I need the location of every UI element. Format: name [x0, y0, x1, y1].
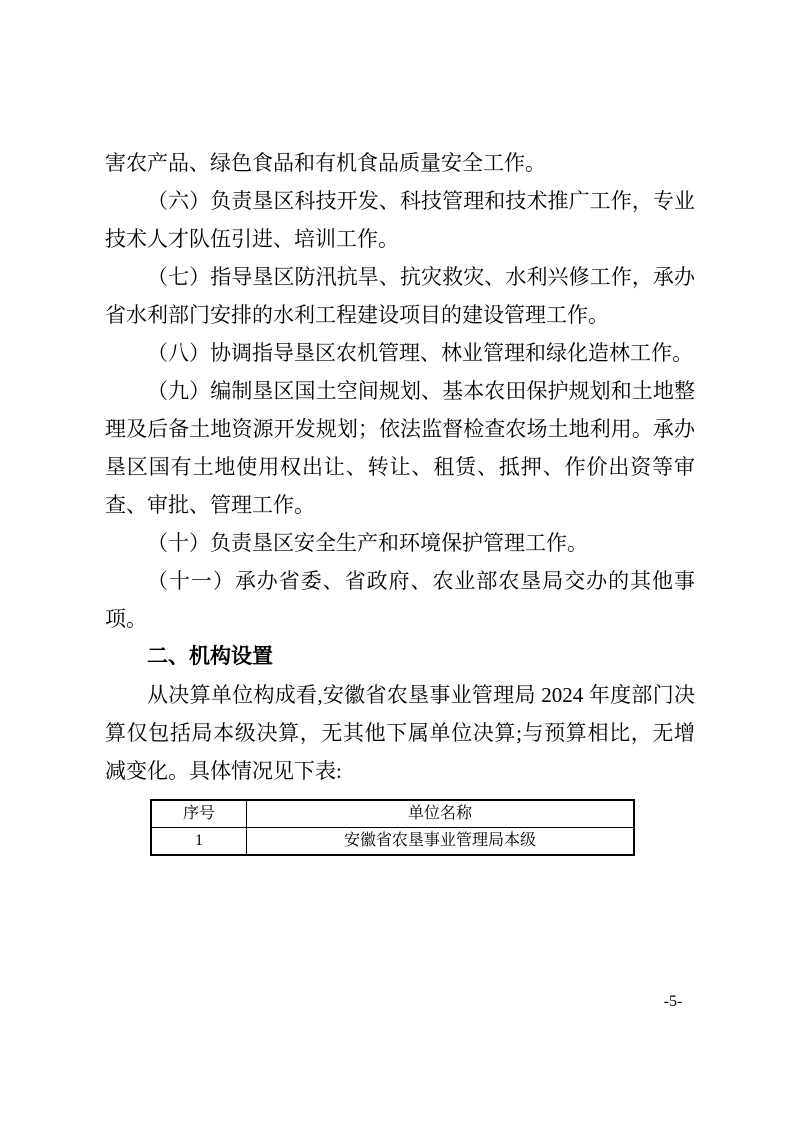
table-row [151, 828, 634, 856]
table-cell-serial: 1 [151, 828, 247, 856]
table-header-serial: 序号 [151, 800, 247, 828]
table-header-unit-name: 单位名称 [247, 800, 635, 828]
paragraph-duty-9: （九）编制垦区国土空间规划、基本农田保护规划和土地整理及后备土地资源开发规划；依法监督检查农场土地利用。承办垦区国有土地使用权出让、转让、租赁、抵押、作价出资等审查、审批、管理工作。 [105, 379, 695, 517]
section-heading-org-setup: 二、机构设置 [147, 645, 273, 668]
paragraph-continuation: 害农产品、绿色食品和有机食品质量安全工作。 [105, 151, 546, 175]
paragraph-duty-10: （十）负责垦区安全生产和环境保护管理工作。 [147, 531, 588, 555]
paragraph-org-composition: 从决算单位构成看,安徽省农垦事业管理局 2024 年度部门决算仅包括局本级决算，无其他下属单位决算;与预算相比，无增减变化。具体情况见下表: [105, 683, 695, 783]
table-cell-unit-name: 安徽省农垦事业管理局本级 [247, 828, 635, 856]
paragraph-duty-11: （十一）承办省委、省政府、农业部农垦局交办的其他事项。 [105, 569, 695, 631]
paragraph-duty-8: （八）协调指导垦区农机管理、林业管理和绿化造林工作。 [147, 341, 693, 365]
table-header-row [151, 800, 634, 828]
paragraph-duty-7: （七）指导垦区防汛抗旱、抗灾救灾、水利兴修工作，承办省水利部门安排的水利工程建设项目的建设管理工作。 [105, 265, 695, 327]
document-body [105, 144, 695, 856]
unit-list-table [150, 799, 635, 856]
paragraph-duty-6: （六）负责垦区科技开发、科技管理和技术推广工作，专业技术人才队伍引进、培训工作。 [105, 189, 695, 251]
page-number: -5- [663, 993, 683, 1010]
